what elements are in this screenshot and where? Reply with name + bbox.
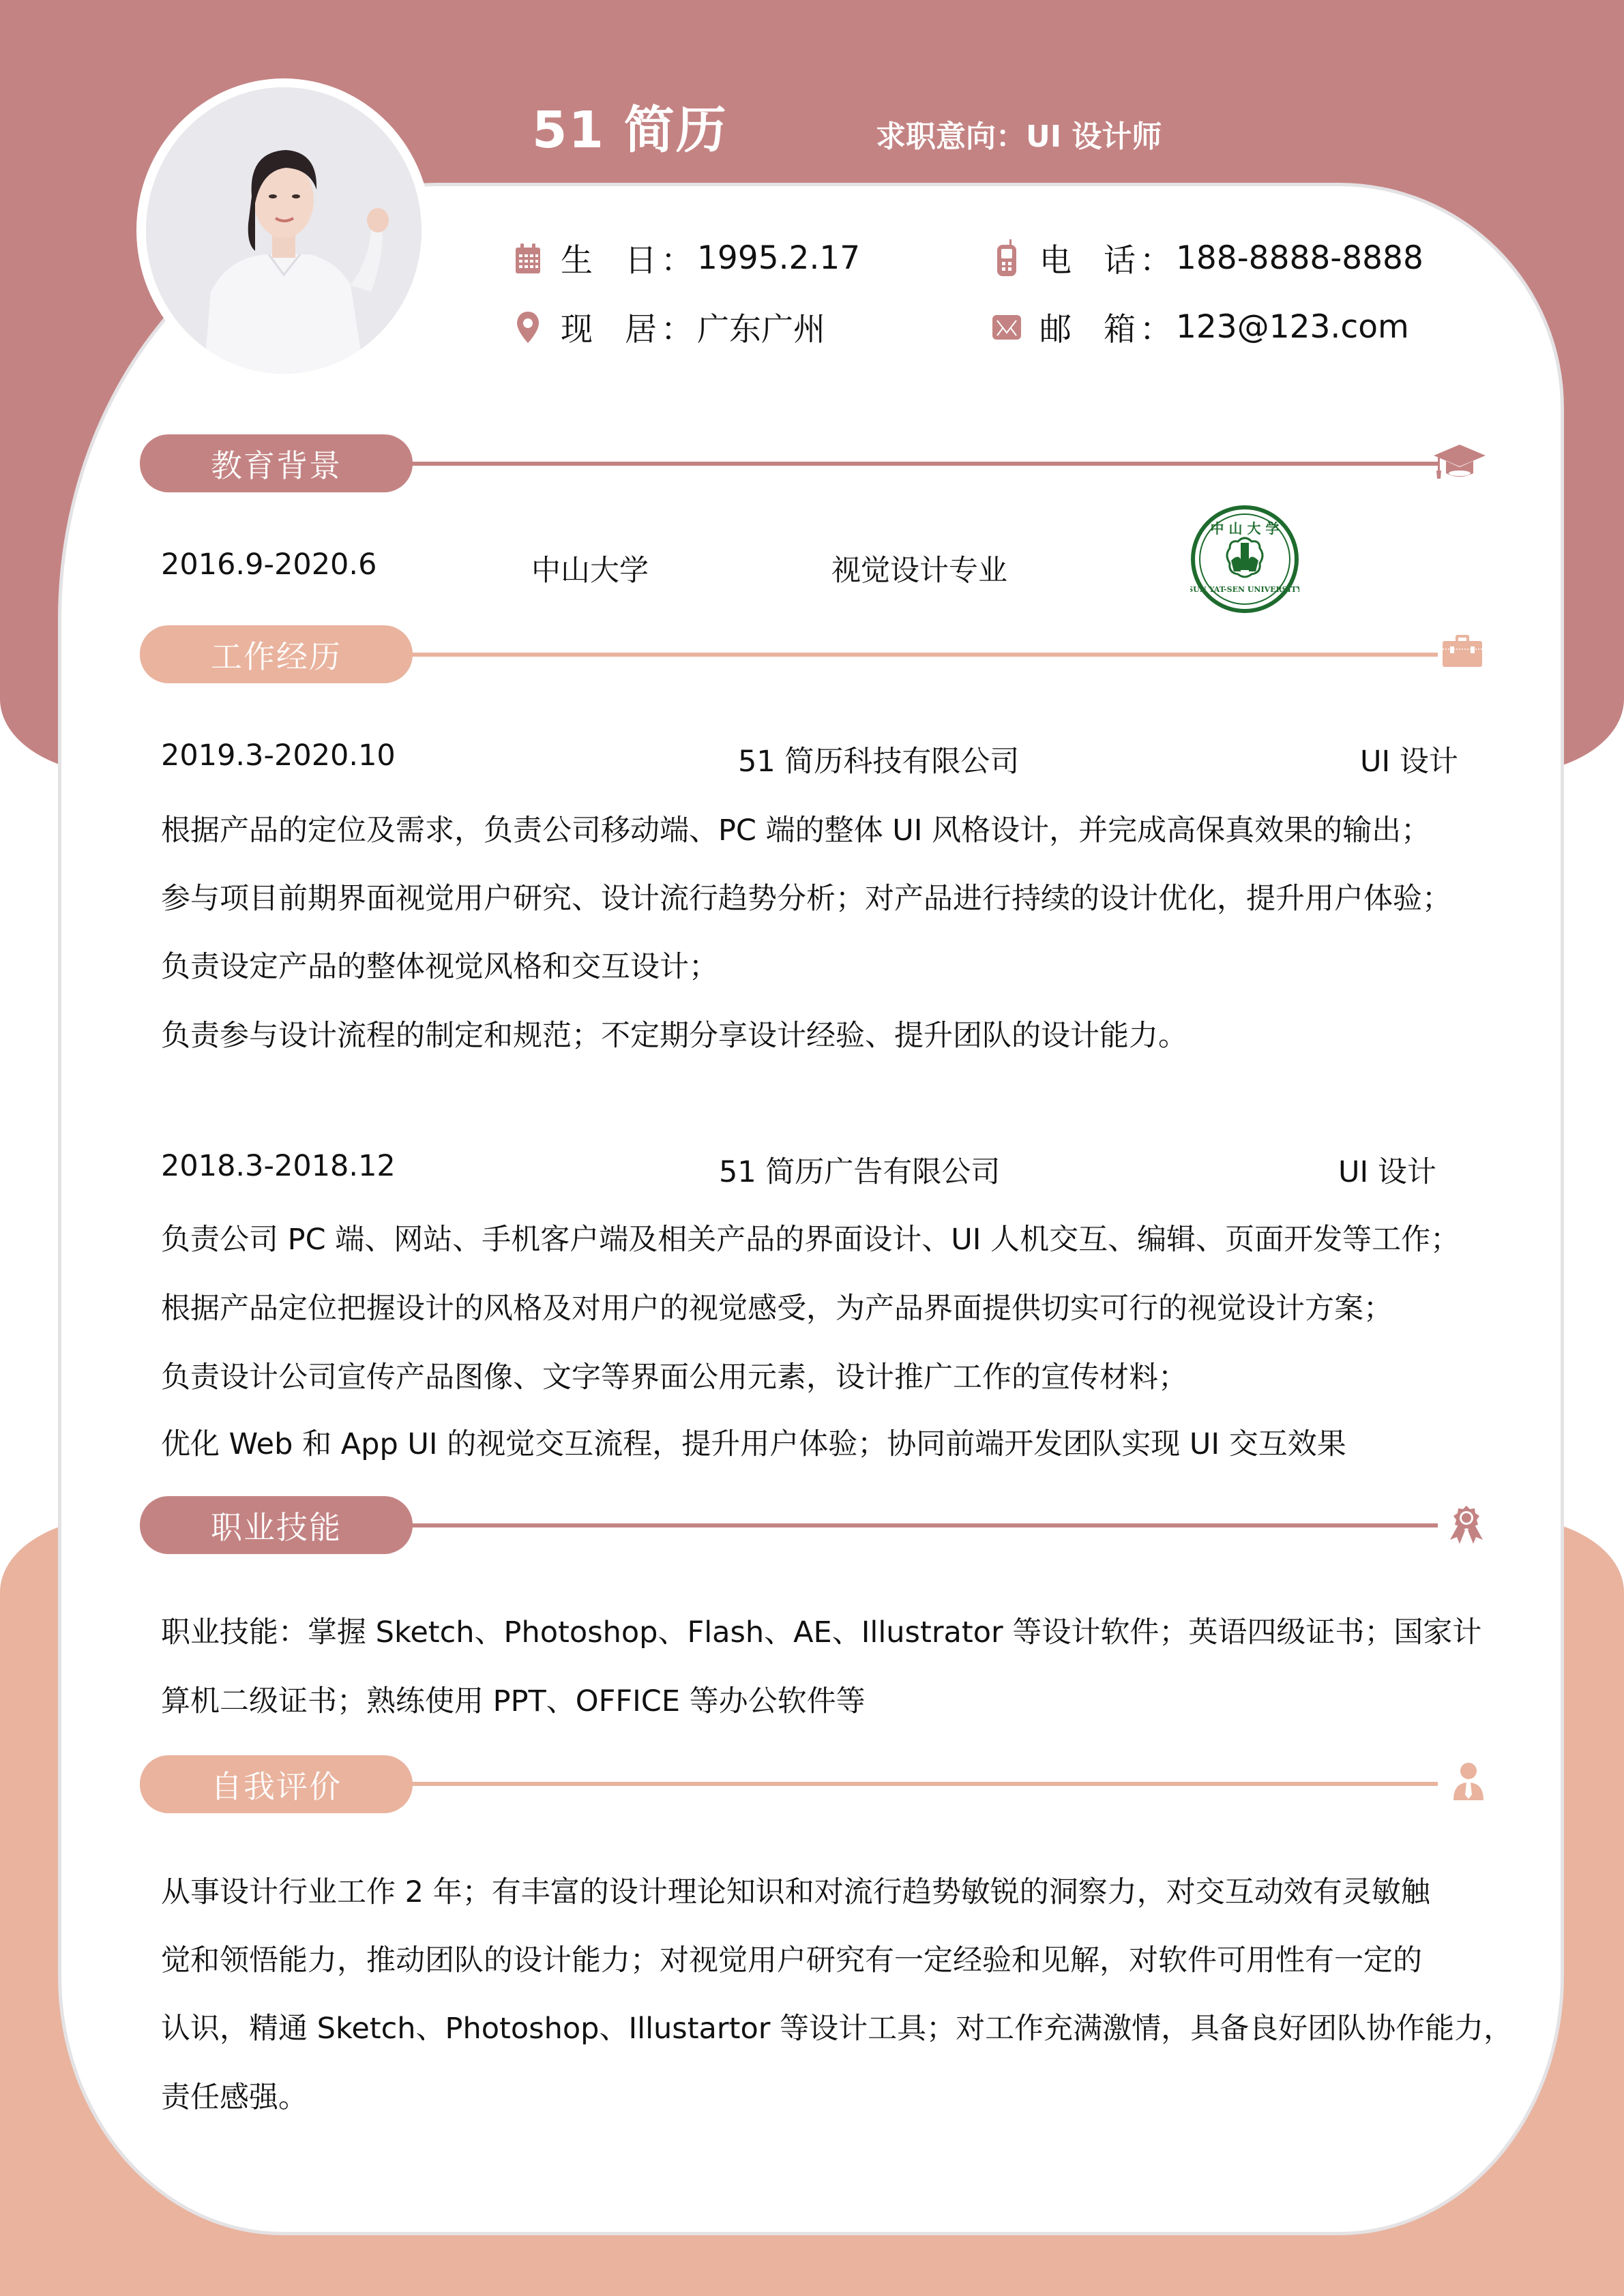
section-divider — [411, 1523, 1438, 1527]
job-period: 2018.3-2018.12 — [161, 1149, 396, 1183]
contact-birthday — [512, 235, 860, 281]
contact-label: 电 话 — [1039, 242, 1136, 280]
contact-separator: ： — [1140, 311, 1172, 348]
section-divider — [411, 462, 1438, 466]
location-pin-icon — [512, 308, 544, 346]
section-divider — [411, 1782, 1438, 1786]
job-duty: 负责参与设计流程的制定和规范；不定期分享设计经验、提升团队的设计能力。 — [161, 1019, 1187, 1053]
section-header-skills: 职业技能 — [140, 1496, 413, 1554]
svg-text:中 山 大 学: 中 山 大 学 — [1210, 520, 1280, 537]
section-header-self-evaluation: 自我评价 — [140, 1755, 413, 1813]
skills-line: 职业技能：掌握 Sketch、Photoshop、Flash、AE、Illustrator 等设计软件；英语四级证书；国家计 — [161, 1615, 1482, 1650]
contact-phone — [990, 235, 1423, 281]
contact-separator: ： — [661, 242, 693, 280]
award-ribbon-icon — [1449, 1504, 1496, 1552]
education-period: 2016.9-2020.6 — [161, 548, 377, 582]
contact-separator: ： — [1140, 242, 1172, 280]
self-eval-line: 觉和领悟能力，推动团队的设计能力；对视觉用户研究有一定经验和见解，对软件可用性有一定的 — [161, 1943, 1422, 1978]
education-major: 视觉设计专业 — [831, 554, 1007, 588]
job-company: 51 简历广告有限公司 — [719, 1155, 1001, 1189]
job-duty: 根据产品的定位及需求，负责公司移动端、PC 端的整体 UI 风格设计，并完成高保真效果的输出； — [161, 814, 1431, 848]
svg-text:SUN YAT-SEN UNIVERSITY: SUN YAT-SEN UNIVERSITY — [1190, 585, 1299, 594]
skills-line: 算机二级证书；熟练使用 PPT、OFFICE 等办公软件等 — [161, 1684, 866, 1718]
job-duty: 负责设计公司宣传产品图像、文字等界面公用元素，设计推广工作的宣传材料； — [161, 1360, 1187, 1395]
mobile-phone-icon — [990, 239, 1023, 278]
mail-icon — [990, 308, 1023, 346]
job-role: UI 设计 — [1338, 1155, 1436, 1189]
contact-value: 广东广州 — [697, 311, 825, 348]
graduation-cap-icon — [1432, 442, 1480, 490]
job-duty: 负责公司 PC 端、网站、手机客户端及相关产品的界面设计、UI 人机交互、编辑、页面开发等工作； — [161, 1223, 1460, 1257]
contact-label: 现 居 — [561, 311, 657, 348]
contact-label: 邮 箱 — [1039, 311, 1136, 348]
section-header-work: 工作经历 — [140, 625, 413, 683]
self-eval-line: 从事设计行业工作 2 年；有丰富的设计理论知识和对流行趋势敏锐的洞察力，对交互动效有灵敏触 — [161, 1875, 1430, 1909]
job-intent: 求职意向：UI 设计师 — [876, 119, 1162, 154]
job-period: 2019.3-2020.10 — [161, 739, 396, 773]
calendar-icon — [512, 239, 544, 278]
contact-value: 188-8888-8888 — [1176, 239, 1423, 277]
avatar — [146, 87, 422, 374]
contact-value: 1995.2.17 — [697, 239, 861, 277]
contact-value: 123@123.com — [1176, 308, 1409, 346]
job-duty: 优化 Web 和 App UI 的视觉交互流程，提升用户体验；协同前端开发团队实现 UI 交互效果 — [161, 1427, 1346, 1461]
job-duty: 根据产品定位把握设计的风格及对用户的视觉感受，为产品界面提供切实可行的视觉设计方案； — [161, 1292, 1393, 1326]
job-duty: 负责设定产品的整体视觉风格和交互设计； — [161, 950, 718, 984]
job-duty: 参与项目前期界面视觉用户研究、设计流行趋势分析；对产品进行持续的设计优化，提升用户体验； — [161, 882, 1451, 916]
contact-label: 生 日 — [561, 242, 657, 280]
briefcase-icon — [1442, 634, 1490, 682]
self-eval-line: 责任感强。 — [161, 2081, 308, 2115]
person-tie-icon — [1451, 1762, 1499, 1810]
self-eval-line: 认识，精通 Sketch、Photoshop、Illustartor 等设计工具；对工作充满激情，具备良好团队协作能力， — [161, 2012, 1514, 2046]
sun-yat-sen-university-logo-icon — [1190, 505, 1299, 614]
resume-title: 51 简历 — [532, 101, 728, 160]
section-divider — [411, 653, 1438, 657]
contact-email — [990, 304, 1409, 350]
university-logo — [1190, 505, 1299, 614]
section-header-education: 教育背景 — [140, 434, 413, 492]
avatar-portrait-icon — [146, 87, 422, 374]
job-role: UI 设计 — [1360, 745, 1458, 779]
contact-separator: ： — [661, 311, 693, 348]
contact-residence — [512, 304, 825, 350]
job-company: 51 简历科技有限公司 — [738, 745, 1020, 779]
education-school: 中山大学 — [531, 554, 649, 588]
